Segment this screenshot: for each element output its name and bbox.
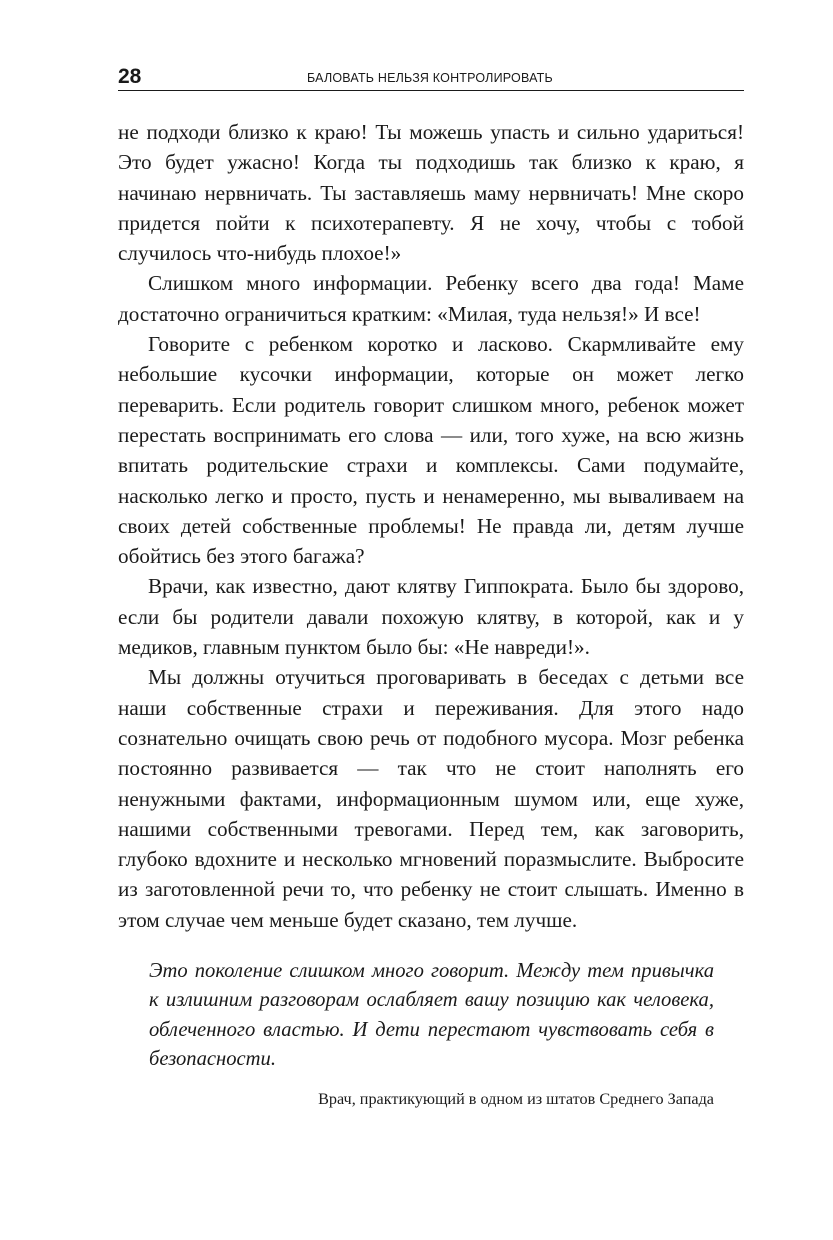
paragraph: Врачи, как известно, дают клятву Гиппократа. Было бы здорово, если бы родители давали похожую клятву, в которой, как и у медиков, главным пунктом было бы: «Не навреди!».	[118, 574, 744, 660]
page-header	[118, 66, 744, 91]
body-text	[118, 117, 744, 935]
paragraph: не подходи близко к краю! Ты можешь упасть и сильно удариться! Это будет ужасно! Когда ты подходишь так близко к краю, я начинаю нервничать. Ты заставляешь маму нервничать! Мне скоро придется пойти к психотерапевту. Я не хочу, чтобы с тобой случилось что-нибудь плохое!»	[118, 120, 744, 266]
epigraph-quote	[149, 957, 714, 1109]
paragraph: Слишком много информации. Ребенку всего два года! Маме достаточно ограничиться кратким: «Милая, туда нельзя!» И все!	[118, 271, 744, 326]
quote-text: Это поколение слишком много говорит. Между тем привычка к излишним разговорам ослабляет вашу позицию как человека, облеченного властью. И дети перестают чувствовать себя в безопасности.	[149, 960, 714, 1071]
paragraph: Мы должны отучиться проговаривать в беседах с детьми все наши собственные страхи и переживания. Для этого надо сознательно очищать свою речь от подобного мусора. Мозг ребенка постоянно развивается — так что не стоит наполнять его ненужными фактами, информационным шумом или, еще хуже, нашими собственными тревогами. Перед тем, как заговорить, глубоко вдохните и несколько мгновений поразмыслите. Выбросите из заготовленной речи то, что ребенку не стоит слышать. Именно в этом случае чем меньше будет сказано, тем лучше.	[118, 665, 744, 932]
page-number: 28	[118, 65, 142, 88]
paragraph: Говорите с ребенком коротко и ласково. Скармливайте ему небольшие кусочки информации, которые он может легко переварить. Если родитель говорит слишком много, ребенок может перестать воспринимать его слова — или, того хуже, на всю жизнь впитать родительские страхи и комплексы. Сами подумайте, насколько легко и просто, пусть и ненамеренно, мы вываливаем на своих детей собственные проблемы! Не правда ли, детям лучше обойтись без этого багажа?	[118, 332, 744, 569]
running-title: БАЛОВАТЬ НЕЛЬЗЯ КОНТРОЛИРОВАТЬ	[307, 71, 553, 85]
quote-attribution: Врач, практикующий в одном из штатов Среднего Запада	[318, 1089, 714, 1108]
